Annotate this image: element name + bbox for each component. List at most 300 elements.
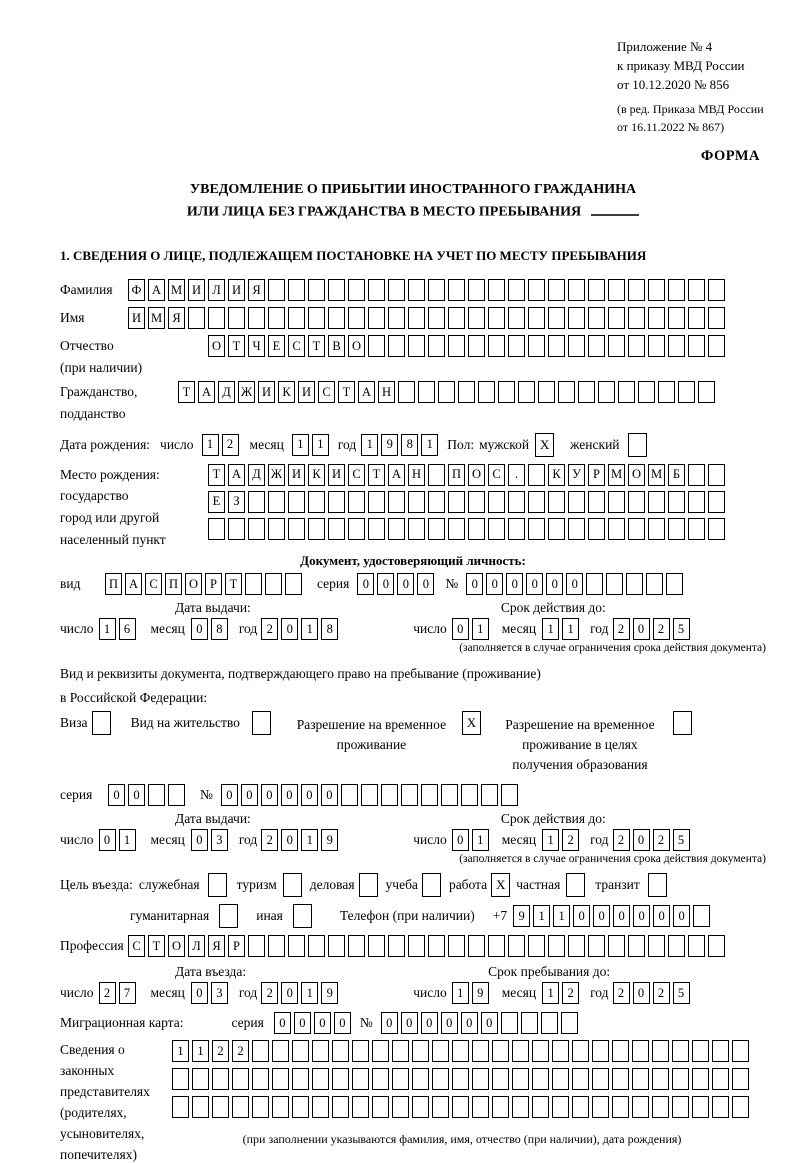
char-cell[interactable]: 0 [546,573,563,595]
char-cell[interactable] [268,279,285,301]
char-cell[interactable] [448,307,465,329]
char-cell[interactable]: 2 [261,829,278,851]
char-cell[interactable] [292,1096,309,1118]
char-cell[interactable]: А [125,573,142,595]
char-cell[interactable]: 0 [381,1012,398,1034]
char-cell[interactable] [498,381,515,403]
char-cell[interactable]: Ф [128,279,145,301]
char-cell[interactable] [285,573,302,595]
char-cell[interactable] [648,307,665,329]
char-cell[interactable]: 1 [562,618,579,640]
char-cell[interactable] [512,1068,529,1090]
char-cell[interactable] [492,1040,509,1062]
residence-permit-checkbox[interactable] [252,711,271,735]
char-cell[interactable] [272,1068,289,1090]
char-cell[interactable] [652,1096,669,1118]
char-cell[interactable] [588,935,605,957]
char-cell[interactable] [568,935,585,957]
char-cell[interactable] [592,1096,609,1118]
char-cell[interactable]: 2 [562,829,579,851]
char-cell[interactable]: З [228,491,245,513]
char-cell[interactable]: О [468,464,485,486]
char-cell[interactable]: И [298,381,315,403]
char-cell[interactable] [521,1012,538,1034]
purpose-official-checkbox[interactable] [208,873,227,897]
char-cell[interactable]: А [388,464,405,486]
char-cell[interactable] [501,1012,518,1034]
char-cell[interactable] [508,335,525,357]
char-cell[interactable]: 0 [274,1012,291,1034]
char-cell[interactable] [708,491,725,513]
char-cell[interactable] [348,279,365,301]
char-cell[interactable]: 0 [281,829,298,851]
char-cell[interactable]: 0 [191,982,208,1004]
char-cell[interactable]: 1 [292,434,309,456]
purpose-study-checkbox[interactable] [422,873,441,897]
char-cell[interactable] [586,573,603,595]
char-cell[interactable]: 5 [673,618,690,640]
char-cell[interactable]: Р [228,935,245,957]
char-cell[interactable]: 0 [452,829,469,851]
char-cell[interactable]: 1 [553,905,570,927]
char-cell[interactable] [372,1068,389,1090]
char-cell[interactable]: 1 [312,434,329,456]
char-cell[interactable]: 0 [301,784,318,806]
char-cell[interactable]: Л [188,935,205,957]
char-cell[interactable] [228,307,245,329]
char-cell[interactable] [558,381,575,403]
char-cell[interactable] [432,1096,449,1118]
char-cell[interactable] [452,1040,469,1062]
char-cell[interactable] [308,935,325,957]
char-cell[interactable]: О [168,935,185,957]
char-cell[interactable] [248,935,265,957]
char-cell[interactable] [401,784,418,806]
char-cell[interactable] [288,307,305,329]
char-cell[interactable]: Я [168,307,185,329]
char-cell[interactable] [448,279,465,301]
char-cell[interactable] [688,307,705,329]
char-cell[interactable]: 1 [472,618,489,640]
char-cell[interactable] [608,307,625,329]
char-cell[interactable]: 0 [673,905,690,927]
char-cell[interactable] [501,784,518,806]
char-cell[interactable]: 1 [301,829,318,851]
char-cell[interactable] [232,1068,249,1090]
char-cell[interactable]: Л [208,279,225,301]
char-cell[interactable]: 0 [481,1012,498,1034]
char-cell[interactable]: 1 [533,905,550,927]
char-cell[interactable] [588,491,605,513]
char-cell[interactable]: 8 [321,618,338,640]
char-cell[interactable] [608,518,625,540]
purpose-private-checkbox[interactable] [566,873,585,897]
char-cell[interactable]: И [328,464,345,486]
char-cell[interactable]: 2 [613,829,630,851]
char-cell[interactable] [461,784,478,806]
char-cell[interactable] [528,491,545,513]
char-cell[interactable] [168,784,185,806]
char-cell[interactable] [332,1096,349,1118]
char-cell[interactable] [408,279,425,301]
char-cell[interactable]: И [228,279,245,301]
char-cell[interactable] [678,381,695,403]
char-cell[interactable] [308,491,325,513]
purpose-transit-checkbox[interactable] [648,873,667,897]
char-cell[interactable] [708,935,725,957]
char-cell[interactable]: 9 [472,982,489,1004]
char-cell[interactable] [628,935,645,957]
char-cell[interactable] [512,1096,529,1118]
char-cell[interactable]: 1 [542,829,559,851]
char-cell[interactable] [441,784,458,806]
char-cell[interactable] [668,518,685,540]
char-cell[interactable]: Т [225,573,242,595]
char-cell[interactable] [408,935,425,957]
char-cell[interactable]: 0 [421,1012,438,1034]
char-cell[interactable]: С [348,464,365,486]
char-cell[interactable] [606,573,623,595]
char-cell[interactable] [572,1040,589,1062]
char-cell[interactable]: 0 [566,573,583,595]
char-cell[interactable] [428,464,445,486]
char-cell[interactable]: 9 [381,434,398,456]
char-cell[interactable]: 1 [172,1040,189,1062]
char-cell[interactable] [292,1040,309,1062]
char-cell[interactable] [388,307,405,329]
char-cell[interactable] [528,464,545,486]
char-cell[interactable] [332,1068,349,1090]
char-cell[interactable]: 0 [357,573,374,595]
char-cell[interactable] [638,381,655,403]
char-cell[interactable] [265,573,282,595]
char-cell[interactable] [628,307,645,329]
char-cell[interactable] [418,381,435,403]
char-cell[interactable]: 0 [377,573,394,595]
temp-residence-checkbox[interactable]: X [462,711,481,735]
char-cell[interactable] [712,1068,729,1090]
char-cell[interactable]: 5 [673,829,690,851]
char-cell[interactable] [352,1068,369,1090]
char-cell[interactable] [668,935,685,957]
char-cell[interactable]: Т [308,335,325,357]
char-cell[interactable]: С [318,381,335,403]
char-cell[interactable]: Е [208,491,225,513]
char-cell[interactable] [468,307,485,329]
char-cell[interactable] [632,1068,649,1090]
char-cell[interactable] [268,491,285,513]
char-cell[interactable] [548,307,565,329]
char-cell[interactable] [528,935,545,957]
char-cell[interactable] [212,1068,229,1090]
char-cell[interactable] [212,1096,229,1118]
char-cell[interactable]: С [145,573,162,595]
char-cell[interactable]: Р [205,573,222,595]
char-cell[interactable]: 1 [542,618,559,640]
char-cell[interactable]: У [568,464,585,486]
char-cell[interactable] [368,307,385,329]
char-cell[interactable] [398,381,415,403]
char-cell[interactable]: 0 [108,784,125,806]
char-cell[interactable] [192,1096,209,1118]
char-cell[interactable] [632,1096,649,1118]
char-cell[interactable] [192,1068,209,1090]
char-cell[interactable]: 0 [191,829,208,851]
char-cell[interactable] [368,279,385,301]
char-cell[interactable]: 0 [401,1012,418,1034]
sex-female-checkbox[interactable] [628,433,647,457]
char-cell[interactable]: 0 [466,573,483,595]
char-cell[interactable] [548,491,565,513]
char-cell[interactable] [408,335,425,357]
char-cell[interactable]: К [278,381,295,403]
char-cell[interactable] [648,518,665,540]
char-cell[interactable] [348,935,365,957]
char-cell[interactable] [308,518,325,540]
char-cell[interactable] [448,335,465,357]
char-cell[interactable] [472,1096,489,1118]
char-cell[interactable]: 0 [281,982,298,1004]
char-cell[interactable] [652,1040,669,1062]
char-cell[interactable]: 3 [211,982,228,1004]
char-cell[interactable]: О [628,464,645,486]
char-cell[interactable]: М [608,464,625,486]
char-cell[interactable] [381,784,398,806]
char-cell[interactable] [528,518,545,540]
char-cell[interactable] [368,491,385,513]
char-cell[interactable] [712,1096,729,1118]
char-cell[interactable] [552,1040,569,1062]
char-cell[interactable] [508,307,525,329]
char-cell[interactable] [538,381,555,403]
char-cell[interactable] [612,1068,629,1090]
char-cell[interactable]: 0 [128,784,145,806]
char-cell[interactable] [618,381,635,403]
char-cell[interactable]: 0 [506,573,523,595]
char-cell[interactable] [668,491,685,513]
char-cell[interactable] [458,381,475,403]
char-cell[interactable] [548,335,565,357]
char-cell[interactable]: К [308,464,325,486]
char-cell[interactable] [368,935,385,957]
char-cell[interactable] [528,279,545,301]
char-cell[interactable]: 0 [633,982,650,1004]
char-cell[interactable]: Ж [238,381,255,403]
char-cell[interactable] [648,335,665,357]
char-cell[interactable] [252,1040,269,1062]
char-cell[interactable] [312,1040,329,1062]
char-cell[interactable]: 0 [241,784,258,806]
char-cell[interactable] [648,935,665,957]
char-cell[interactable]: И [258,381,275,403]
char-cell[interactable] [598,381,615,403]
char-cell[interactable] [412,1040,429,1062]
char-cell[interactable]: 0 [281,618,298,640]
char-cell[interactable] [693,905,710,927]
char-cell[interactable]: 0 [294,1012,311,1034]
char-cell[interactable] [648,491,665,513]
char-cell[interactable] [468,935,485,957]
char-cell[interactable] [668,307,685,329]
char-cell[interactable]: И [188,279,205,301]
char-cell[interactable] [428,335,445,357]
char-cell[interactable] [512,1040,529,1062]
char-cell[interactable]: 2 [261,982,278,1004]
char-cell[interactable] [708,464,725,486]
purpose-other-checkbox[interactable] [293,904,312,928]
char-cell[interactable]: В [328,335,345,357]
char-cell[interactable] [532,1068,549,1090]
char-cell[interactable] [668,335,685,357]
char-cell[interactable] [672,1040,689,1062]
char-cell[interactable]: 1 [119,829,136,851]
char-cell[interactable] [341,784,358,806]
char-cell[interactable] [628,491,645,513]
char-cell[interactable] [372,1040,389,1062]
char-cell[interactable]: 5 [673,982,690,1004]
char-cell[interactable] [612,1040,629,1062]
char-cell[interactable] [252,1096,269,1118]
char-cell[interactable]: 1 [202,434,219,456]
char-cell[interactable] [248,518,265,540]
char-cell[interactable] [232,1096,249,1118]
char-cell[interactable]: 8 [211,618,228,640]
purpose-humanitarian-checkbox[interactable] [219,904,238,928]
char-cell[interactable] [348,518,365,540]
char-cell[interactable] [172,1068,189,1090]
char-cell[interactable]: Н [408,464,425,486]
char-cell[interactable] [592,1040,609,1062]
char-cell[interactable] [361,784,378,806]
char-cell[interactable] [692,1040,709,1062]
char-cell[interactable] [688,279,705,301]
char-cell[interactable] [328,307,345,329]
char-cell[interactable] [652,1068,669,1090]
char-cell[interactable] [568,518,585,540]
char-cell[interactable]: Т [368,464,385,486]
purpose-work-checkbox[interactable]: X [491,873,510,897]
char-cell[interactable] [432,1068,449,1090]
char-cell[interactable]: 1 [301,618,318,640]
char-cell[interactable] [732,1040,749,1062]
char-cell[interactable] [508,279,525,301]
char-cell[interactable]: 0 [593,905,610,927]
char-cell[interactable]: Б [668,464,685,486]
char-cell[interactable] [388,335,405,357]
char-cell[interactable]: Р [588,464,605,486]
sex-male-checkbox[interactable]: X [535,433,554,457]
char-cell[interactable] [532,1096,549,1118]
char-cell[interactable] [608,935,625,957]
char-cell[interactable] [568,279,585,301]
char-cell[interactable] [732,1068,749,1090]
char-cell[interactable] [548,935,565,957]
char-cell[interactable]: И [288,464,305,486]
char-cell[interactable] [492,1096,509,1118]
char-cell[interactable] [428,491,445,513]
char-cell[interactable] [388,491,405,513]
char-cell[interactable] [708,335,725,357]
char-cell[interactable]: 0 [461,1012,478,1034]
char-cell[interactable] [188,307,205,329]
char-cell[interactable] [646,573,663,595]
char-cell[interactable] [508,491,525,513]
char-cell[interactable] [548,518,565,540]
char-cell[interactable] [568,307,585,329]
char-cell[interactable]: А [148,279,165,301]
char-cell[interactable] [688,335,705,357]
char-cell[interactable] [392,1068,409,1090]
char-cell[interactable] [668,279,685,301]
char-cell[interactable]: Н [378,381,395,403]
char-cell[interactable]: 9 [321,829,338,851]
char-cell[interactable] [468,279,485,301]
char-cell[interactable] [528,335,545,357]
char-cell[interactable] [452,1096,469,1118]
char-cell[interactable] [392,1096,409,1118]
char-cell[interactable]: Т [148,935,165,957]
char-cell[interactable] [628,279,645,301]
char-cell[interactable]: М [148,307,165,329]
char-cell[interactable]: Я [248,279,265,301]
char-cell[interactable] [208,518,225,540]
char-cell[interactable]: 6 [119,618,136,640]
char-cell[interactable] [272,1040,289,1062]
char-cell[interactable]: . [508,464,525,486]
char-cell[interactable] [492,1068,509,1090]
char-cell[interactable]: 0 [221,784,238,806]
char-cell[interactable]: 1 [452,982,469,1004]
char-cell[interactable]: О [348,335,365,357]
char-cell[interactable]: 0 [633,905,650,927]
purpose-business-checkbox[interactable] [359,873,378,897]
char-cell[interactable]: 0 [99,829,116,851]
char-cell[interactable]: 1 [192,1040,209,1062]
char-cell[interactable]: О [185,573,202,595]
char-cell[interactable]: С [288,335,305,357]
char-cell[interactable] [666,573,683,595]
char-cell[interactable]: Т [178,381,195,403]
char-cell[interactable]: 1 [361,434,378,456]
char-cell[interactable] [632,1040,649,1062]
char-cell[interactable]: 0 [573,905,590,927]
char-cell[interactable]: 0 [613,905,630,927]
char-cell[interactable] [328,518,345,540]
char-cell[interactable]: К [548,464,565,486]
char-cell[interactable] [308,279,325,301]
char-cell[interactable]: И [128,307,145,329]
char-cell[interactable]: 0 [397,573,414,595]
char-cell[interactable] [312,1068,329,1090]
char-cell[interactable] [608,279,625,301]
char-cell[interactable] [732,1096,749,1118]
char-cell[interactable]: С [128,935,145,957]
char-cell[interactable] [612,1096,629,1118]
char-cell[interactable] [328,491,345,513]
char-cell[interactable] [468,335,485,357]
char-cell[interactable] [532,1040,549,1062]
char-cell[interactable] [288,491,305,513]
char-cell[interactable] [588,335,605,357]
char-cell[interactable] [588,518,605,540]
char-cell[interactable]: П [105,573,122,595]
char-cell[interactable]: 0 [191,618,208,640]
char-cell[interactable] [708,518,725,540]
char-cell[interactable] [228,518,245,540]
char-cell[interactable] [561,1012,578,1034]
char-cell[interactable] [608,335,625,357]
char-cell[interactable] [481,784,498,806]
